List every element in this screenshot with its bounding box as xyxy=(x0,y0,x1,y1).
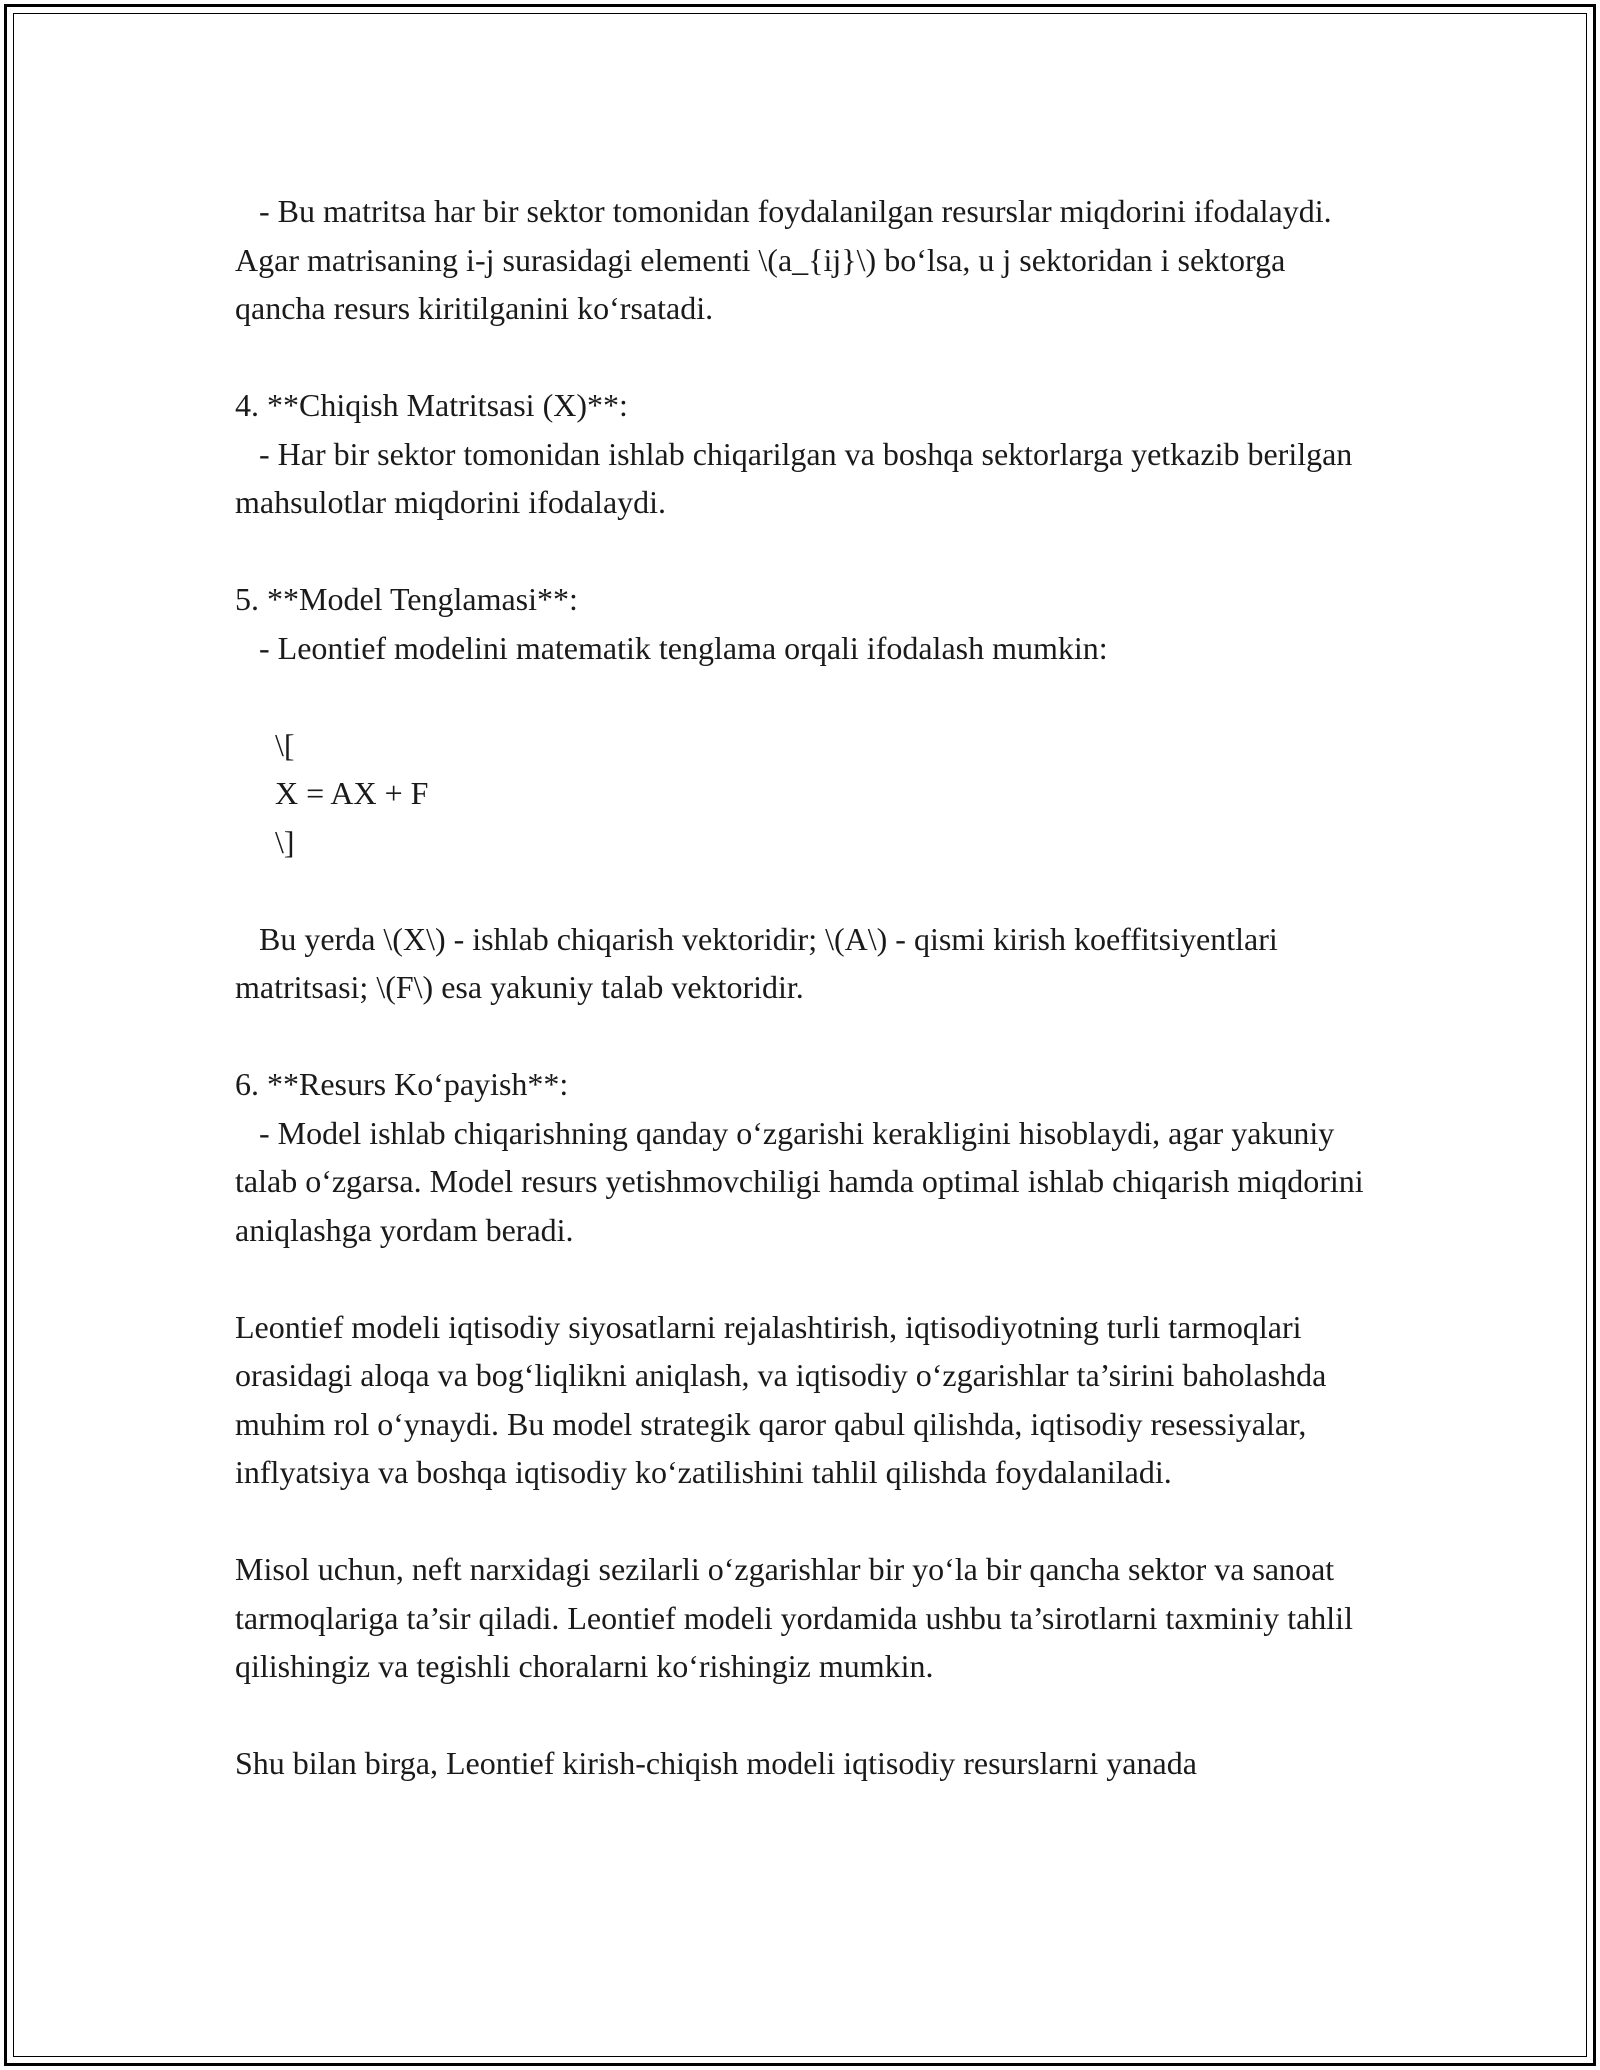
paragraph-gap xyxy=(235,527,1365,576)
equation-open: \[ xyxy=(235,726,295,763)
heading-model-equation: 5. **Model Tenglamasi**: xyxy=(235,581,578,617)
paragraph-resource-multiplication: - Model ishlab chiqarishning qanday o‘zgarishi kerakligini hisoblaydi, agar yakuniy talab o‘zgarsa. Model resurs yetishmovchiligi hamda optimal ishlab chiqarish miqdorini aniqlashga yordam beradi. xyxy=(235,1114,1372,1248)
paragraph-gap xyxy=(235,1497,1365,1546)
equation-body: X = AX + F xyxy=(235,775,429,811)
paragraph-gap xyxy=(235,1012,1365,1061)
paragraph-leontief-importance: Leontief modeli iqtisodiy siyosatlarni rejalashtirish, iqtisodiyotning turli tarmoqlari orasidagi aloqa va bog‘liqlikni aniqlash, va iqtisodiy o‘zgarishlar ta’sirini baholashda muhim rol o‘ynaydi. Bu model strategik qaror qabul qilishda, iqtisodiy resessiyalar, inflyatsiya va boshqa iqtisodiy ko‘zatilishini tahlil qilishda foydalaniladi. xyxy=(235,1308,1335,1490)
equation-close: \] xyxy=(235,823,295,860)
paragraph-gap xyxy=(235,672,1365,721)
paragraph-gap xyxy=(235,1691,1365,1740)
paragraph-oil-price-example: Misol uchun, neft narxidagi sezilarli o‘zgarishlar bir yo‘la bir qancha sektor va sanoat tarmoqlariga ta’sir qiladi. Leontief modeli yordamida ushbu ta’sirotlarni taxminiy tahlil qilishingiz va tegishli choralarni ko‘rishingiz mumkin. xyxy=(235,1551,1361,1684)
heading-resource-multiplication: 6. **Resurs Ko‘payish**: xyxy=(235,1066,569,1102)
paragraph-gap xyxy=(235,333,1365,382)
paragraph-output-matrix: - Har bir sektor tomonidan ishlab chiqarilgan va boshqa sektorlarga yetkazib berilgan mahsulotlar miqdorini ifodalaydi. xyxy=(235,435,1361,520)
paragraph-gap xyxy=(235,1254,1365,1303)
heading-output-matrix: 4. **Chiqish Matritsasi (X)**: xyxy=(235,387,628,423)
paragraph-conclusion-start: Shu bilan birga, Leontief kirish-chiqish modeli iqtisodiy resurslarni yanada xyxy=(235,1745,1197,1781)
paragraph-matrix-description: - Bu matritsa har bir sektor tomonidan foydalanilgan resurslar miqdorini ifodalaydi. Agar matrisaning i-j surasidagi elementi \(a_{ij}\) bo‘lsa, u j sektoridan i sektorga qancha resurs kiritilganini ko‘rsatadi. xyxy=(235,193,1338,326)
paragraph-equation-explanation: Bu yerda \(X\) - ishlab chiqarish vektoridir; \(A\) - qismi kirish koeffitsiyentlari matritsasi; \(F\) esa yakuniy talab vektoridir. xyxy=(235,920,1286,1005)
paragraph-model-equation-intro: - Leontief modelini matematik tenglama orqali ifodalash mumkin: xyxy=(235,629,1108,666)
paragraph-gap xyxy=(235,866,1365,915)
document-body xyxy=(235,187,1372,1788)
